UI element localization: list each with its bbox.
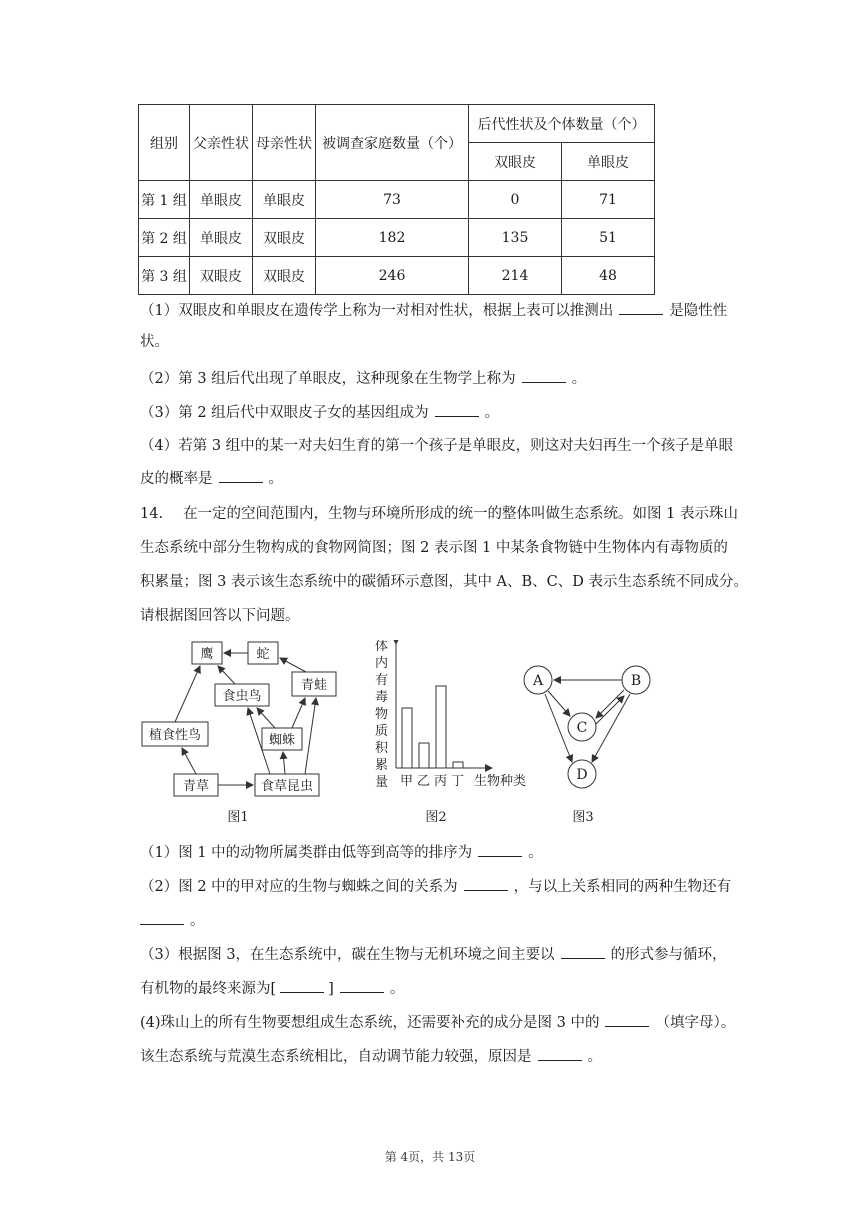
q14-2-text: （2）图 2 中的甲对应的生物与蜘蛛之间的关系为 xyxy=(140,879,458,895)
figures-svg xyxy=(140,640,660,830)
arrow-c-b xyxy=(596,696,624,724)
header-father: 父亲性状 xyxy=(190,105,253,181)
arrow-b-c xyxy=(596,690,624,718)
header-families: 被调查家庭数量（个） xyxy=(316,105,469,181)
q14-3-text-b: 有机物的最终来源为[ xyxy=(140,981,277,997)
cell-single: 48 xyxy=(562,257,655,295)
q13-line-4 xyxy=(140,436,733,456)
q14-line-1 xyxy=(140,504,738,524)
q14-5-text: 该生态系统与荒漠生态系统相比，自动调节能力较强，原因是 xyxy=(140,1049,532,1065)
node-spider: 蜘蛛 xyxy=(268,733,296,748)
cell-double: 135 xyxy=(469,219,562,257)
fig3-caption: 图3 xyxy=(572,810,594,825)
answer-blank[interactable] xyxy=(340,978,384,993)
node-insectivorous-bird: 食虫鸟 xyxy=(222,689,262,704)
q13-1-text-end: 是隐性性 xyxy=(669,303,728,319)
node-eagle: 鹰 xyxy=(200,647,214,662)
arrow xyxy=(292,698,305,728)
q14-text-1: 在一定的空间范围内，生物与环境所形成的统一的整体叫做生态系统。如图 1 表示珠山 xyxy=(183,506,739,522)
answer-blank[interactable] xyxy=(280,978,324,993)
arrow xyxy=(257,708,275,728)
header-single: 单眼皮 xyxy=(562,143,655,181)
x-tick-label: 丙 xyxy=(434,774,448,789)
q14-answer-3 xyxy=(140,944,727,965)
q14-line-4 xyxy=(140,606,300,626)
arrow xyxy=(280,658,306,672)
fig2-ylabel: 体内有毒物质积累量 xyxy=(375,640,389,790)
bar-丁 xyxy=(453,762,463,768)
answer-blank[interactable] xyxy=(605,1012,649,1027)
q14-answer-2 xyxy=(140,876,731,897)
q13-line-1b xyxy=(140,332,169,352)
header-group: 组别 xyxy=(139,105,190,181)
node-herbivorous-bird: 植食性鸟 xyxy=(148,728,202,743)
node-frog: 青蛙 xyxy=(300,678,328,693)
node-c: C xyxy=(576,720,588,736)
q14-answer-1 xyxy=(140,842,543,863)
answer-blank[interactable] xyxy=(464,876,508,891)
node-b: B xyxy=(630,673,642,689)
q14-text-4: 请根据图回答以下问题。 xyxy=(140,608,300,624)
carbon-cycle-diagram xyxy=(524,666,650,788)
question-number: 14. xyxy=(140,506,164,522)
cell-group: 第 2 组 xyxy=(139,219,190,257)
q13-line-2 xyxy=(140,368,586,389)
q13-3-text: （3）第 2 组后代中双眼皮子女的基因组成为 xyxy=(140,405,429,421)
cell-group: 第 1 组 xyxy=(139,181,190,219)
q14-3-bracket: ] xyxy=(328,981,334,997)
q14-text-2: 生态系统中部分生物构成的食物网简图；图 2 表示图 1 中某条食物链中生物体内有毒物质的 xyxy=(140,540,728,556)
page-footer: 第 4页，共 13页 xyxy=(384,1150,476,1164)
fig2-caption: 图2 xyxy=(425,810,447,825)
arrow-b-d xyxy=(592,694,630,762)
cell-families: 73 xyxy=(316,181,469,219)
q14-answer-5 xyxy=(140,1046,602,1067)
header-double: 双眼皮 xyxy=(469,143,562,181)
q13-4-end: 。 xyxy=(268,471,283,487)
node-grass: 青草 xyxy=(182,779,210,794)
q13-1-tail: 状。 xyxy=(140,334,169,350)
q14-4-text: (4)珠山上的所有生物要想组成生态系统，还需要补充的成分是图 3 中的 xyxy=(140,1015,600,1031)
cell-father: 双眼皮 xyxy=(190,257,253,295)
answer-blank[interactable] xyxy=(619,300,663,315)
q14-2-end: 。 xyxy=(190,913,205,929)
q14-answer-4 xyxy=(140,1012,735,1033)
q14-3-mid: 的形式参与循环， xyxy=(610,947,727,963)
bar-乙 xyxy=(419,743,429,768)
q13-2-text: （2）第 3 组后代出现了单眼皮，这种现象在生物学上称为 xyxy=(140,371,516,387)
q14-3-text: （3）根据图 3，在生态系统中，碳在生物与无机环境之间主要以 xyxy=(140,947,555,963)
q13-3-end: 。 xyxy=(484,405,500,421)
fig2-xlabel: 生物种类 xyxy=(474,774,527,789)
header-offspring: 后代性状及个体数量（个） xyxy=(469,105,655,143)
header-mother: 母亲性状 xyxy=(253,105,316,181)
arrow xyxy=(305,698,316,774)
q14-4-end: （填字母）。 xyxy=(655,1015,736,1031)
fig1-caption: 图1 xyxy=(227,810,249,825)
q14-line-2 xyxy=(140,538,728,558)
cell-families: 246 xyxy=(316,257,469,295)
x-tick-label: 甲 xyxy=(400,774,414,789)
q13-line-4b xyxy=(140,468,283,489)
answer-blank[interactable] xyxy=(435,402,479,417)
node-snake: 蛇 xyxy=(256,647,270,662)
answer-blank[interactable] xyxy=(538,1046,582,1061)
figures xyxy=(140,640,660,830)
q14-answer-3b xyxy=(140,978,404,999)
cell-group: 第 3 组 xyxy=(139,257,190,295)
inheritance-table xyxy=(138,104,655,295)
table-row xyxy=(139,257,655,295)
arrow xyxy=(182,748,196,774)
node-a: A xyxy=(532,673,544,689)
q14-2-mid: ，与以上关系相同的两种生物还有 xyxy=(513,879,732,895)
table-row xyxy=(139,219,655,257)
cell-double: 214 xyxy=(469,257,562,295)
cell-families: 182 xyxy=(316,219,469,257)
q13-line-3 xyxy=(140,402,499,423)
answer-blank[interactable] xyxy=(522,368,566,383)
x-tick-label: 乙 xyxy=(417,774,431,789)
cell-mother: 单眼皮 xyxy=(253,181,316,219)
cell-mother: 双眼皮 xyxy=(253,257,316,295)
cell-father: 单眼皮 xyxy=(190,181,253,219)
cell-mother: 双眼皮 xyxy=(253,219,316,257)
arrow xyxy=(175,666,200,722)
q14-text-3: 积累量；图 3 表示该生态系统中的碳循环示意图，其中 A、B、C、D 表示生态系统不同成分。 xyxy=(140,574,749,590)
cell-single: 51 xyxy=(562,219,655,257)
q13-1-text: （1）双眼皮和单眼皮在遗传学上称为一对相对性状，根据上表可以推测出 xyxy=(140,303,614,319)
cell-double: 0 xyxy=(469,181,562,219)
table-row xyxy=(139,181,655,219)
q13-line-1 xyxy=(140,300,727,321)
q14-line-3 xyxy=(140,572,748,592)
q14-1-text: （1）图 1 中的动物所属类群由低等到高等的排序为 xyxy=(140,845,473,861)
answer-blank[interactable] xyxy=(219,468,263,483)
arrow-a-c xyxy=(548,691,570,716)
q13-2-end: 。 xyxy=(571,371,587,387)
q14-3-end: 。 xyxy=(389,981,405,997)
q14-5-end: 。 xyxy=(587,1049,602,1065)
answer-blank[interactable] xyxy=(478,842,522,857)
food-web-diagram xyxy=(142,642,336,796)
answer-blank[interactable] xyxy=(561,944,605,959)
arrow xyxy=(283,752,285,774)
node-herbivorous-insect: 食草昆虫 xyxy=(260,779,314,794)
q14-1-end: 。 xyxy=(528,845,543,861)
answer-blank[interactable] xyxy=(140,910,184,925)
cell-father: 单眼皮 xyxy=(190,219,253,257)
q13-4-text-b: 皮的概率是 xyxy=(140,471,213,487)
q13-4-text: （4）若第 3 组中的某一对夫妇生育的第一个孩子是单眼皮，则这对夫妇再生一个孩子是单眼 xyxy=(140,438,734,454)
q14-answer-2b xyxy=(140,910,205,931)
x-tick-label: 丁 xyxy=(451,774,465,789)
arrow xyxy=(218,666,235,684)
toxin-bar-chart xyxy=(375,640,526,790)
node-d: D xyxy=(576,767,588,783)
cell-single: 71 xyxy=(562,181,655,219)
bar-丙 xyxy=(436,686,446,768)
bar-甲 xyxy=(402,708,412,768)
